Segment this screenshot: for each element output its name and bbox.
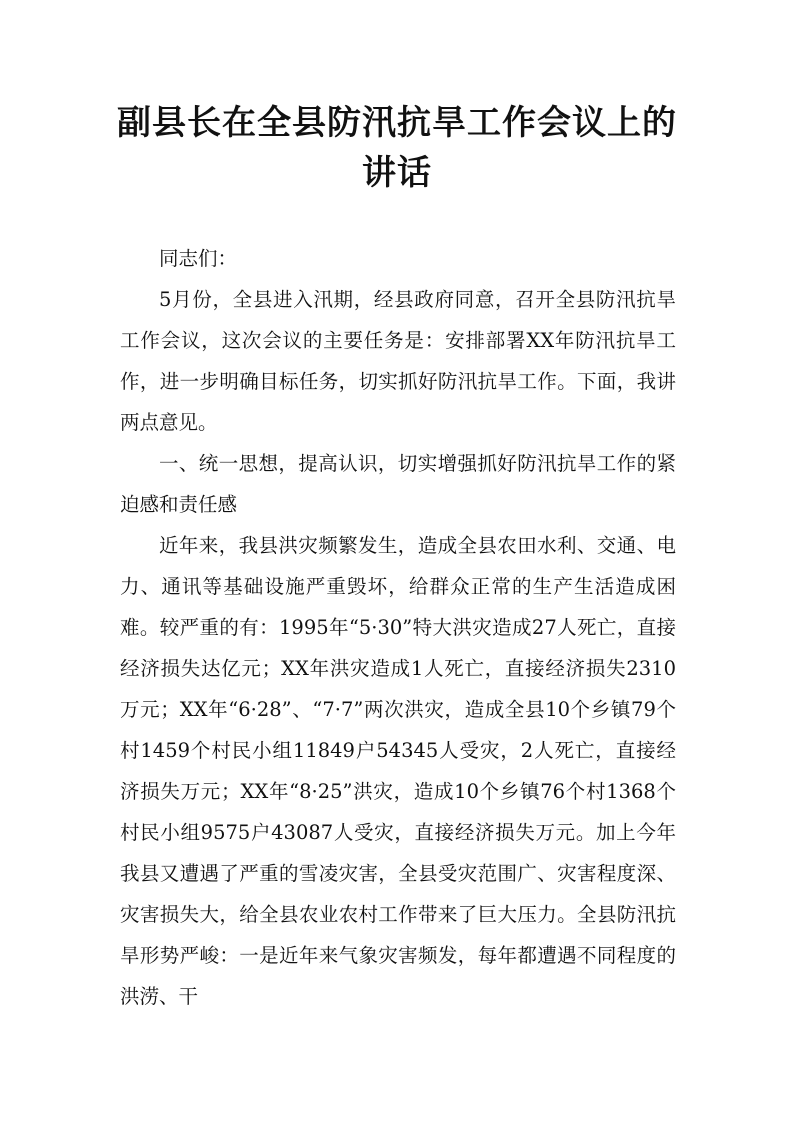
intro-paragraph: 5月份，全县进入汛期，经县政府同意，召开全县防汛抗旱工作会议，这次会议的主要任务是：安排部署XX年防汛抗旱工作，进一步明确目标任务，切实抓好防汛抗旱工作。下面，我讲两点意见。 [120, 288, 676, 434]
document-title: 副县长在全县防汛抗旱工作会议上的讲话 [117, 103, 677, 193]
document-body [120, 238, 676, 1017]
section-heading-one: 一、统一思想，提高认识，切实增强抓好防汛抗旱工作的紧迫感和责任感 [120, 452, 676, 516]
salutation: 同志们： [159, 247, 238, 270]
disaster-history-paragraph: 近年来，我县洪灾频繁发生，造成全县农田水利、交通、电力、通讯等基础设施严重毁坏，给群众正常的生产生活造成困难。较严重的有：1995年“5·30”特大洪灾造成27人死亡，直接经济损失达亿元；XX年洪灾造成1人死亡，直接经济损失2310万元；XX年“6·28”、“7·7”两次洪灾，造成全县10个乡镇79个村1459个村民小组11849户54345人受灾，2人死亡，直接经济损失万元；XX年“8·25”洪灾，造成10个乡镇76个村1368个村民小组9575户43087人受灾，直接经济损失万元。加上今年我县又遭遇了严重的雪凌灾害，全县受灾范围广、灾害程度深、灾害损失大，给全县农业农村工作带来了巨大压力。全县防汛抗旱形势严峻：一是近年来气象灾害频发，每年都遭遇不同程度的洪涝、干 [120, 534, 676, 1008]
